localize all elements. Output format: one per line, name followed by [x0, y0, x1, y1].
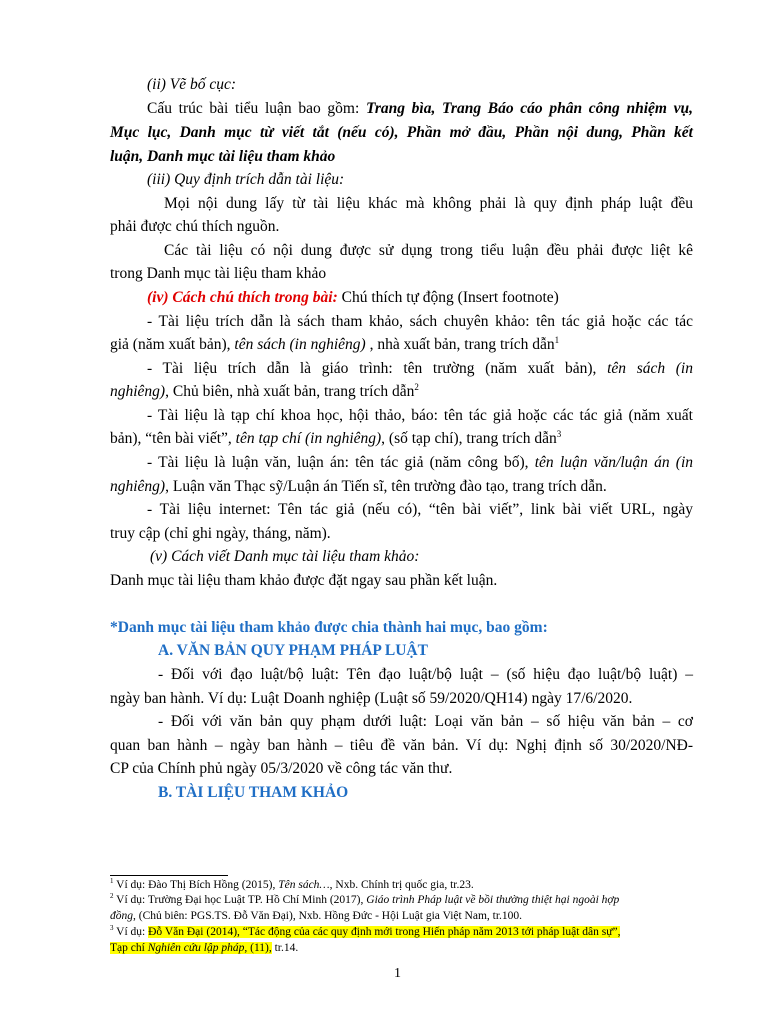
section-ii-line3: luận, Danh mục tài liệu tham khảo	[110, 148, 336, 165]
book-line1: - Tài liệu trích dẫn là sách tham khảo, sách chuyên khảo: tên tác giả hoặc các tác	[147, 313, 693, 330]
section-iv-heading: (iv) Cách chú thích trong bài:	[147, 289, 338, 306]
section-ii-heading: (ii) Vẽ bố cục:	[147, 76, 237, 93]
section-v-text: Danh mục tài liệu tham khảo được đặt ngay sau phần kết luận.	[110, 572, 498, 589]
section-iv-heading-line: (iv) Cách chú thích trong bài: Chú thích tự động (Insert footnote)	[147, 289, 559, 306]
book-line2: giả (năm xuất bản), tên sách (in nghiêng) , nhà xuất bản, trang trích dẫn$^1$	[110, 334, 560, 353]
textbook-line2: nghiêng), Chủ biên, nhà xuất bản, trang trích dẫn$^2$	[110, 381, 419, 400]
internet-line2: truy cập (chỉ ghi ngày, tháng, năm).	[110, 525, 331, 542]
footnote-ref-3: 3	[556, 428, 562, 439]
thesis-line2: nghiêng), Luận văn Thạc sỹ/Luận án Tiến sĩ, tên trường đào tạo, trang trích dẫn.	[110, 478, 607, 495]
section-iii-p2-line2: trong Danh mục tài liệu tham khảo	[110, 265, 327, 282]
thesis-line1: - Tài liệu là luận văn, luận án: tên tác giả (năm công bố), tên luận văn/luận án (in	[147, 454, 693, 471]
section-v-heading: (v) Cách viết Danh mục tài liệu tham khảo:	[150, 548, 420, 565]
journal-line1: - Tài liệu là tạp chí khoa học, hội thảo, báo: tên tác giả hoặc các tác giả (năm xuất	[147, 407, 693, 424]
textbook-line1: - Tài liệu trích dẫn là giáo trình: tên trường (năm xuất bản), tên sách (in	[147, 360, 693, 377]
section-a-p2-line2: quan ban hành – ngày ban hành – tiêu đề văn bản. Ví dụ: Nghị định số 30/2020/NĐ-	[110, 737, 693, 754]
footnote-separator	[110, 875, 228, 876]
internet-line1: - Tài liệu internet: Tên tác giả (nếu có), “tên bài viết”, link bài viết URL, ngày	[147, 501, 693, 518]
footnote-1: $^1$ Ví dụ: Đào Thị Bích Hồng (2015), Tên sách…, Nxb. Chính trị quốc gia, tr.23.	[110, 877, 474, 891]
section-a-p1-line2: ngày ban hành. Ví dụ: Luật Doanh nghiệp (Luật số 59/2020/QH14) ngày 17/6/2020.	[110, 690, 633, 707]
footnote-ref-1: 1	[554, 334, 560, 345]
footnote-2: $^2$ Ví dụ: Trường Đại học Luật TP. Hồ Chí Minh (2017), Giáo trình Pháp luật về bồi thường thiệt hại ngoài hợp	[110, 892, 620, 906]
section-iii-p1-line2: phải được chú thích nguồn.	[110, 218, 280, 235]
footnote-3-cont: Tạp chí Nghiên cứu lập pháp, (11), tr.14.	[110, 942, 299, 954]
journal-line2: bản), “tên bài viết”, tên tạp chí (in nghiêng), (số tạp chí), trang trích dẫn$^3$	[110, 428, 562, 447]
section-iii-p2-line1: Các tài liệu có nội dung được sử dụng trong tiểu luận đều phải được liệt kê	[164, 242, 693, 259]
page-number: 1	[394, 966, 401, 981]
references-heading: *Danh mục tài liệu tham khảo được chia thành hai mục, bao gồm:	[110, 619, 548, 636]
section-b-title: B. TÀI LIỆU THAM KHẢO	[158, 784, 349, 801]
section-ii-line1: Cấu trúc bài tiểu luận bao gồm: Trang bìa, Trang Báo cáo phân công nhiệm vụ,	[147, 100, 693, 117]
section-a-p2-line1: - Đối với văn bản quy phạm dưới luật: Loại văn bản – số hiệu văn bản – cơ	[158, 713, 693, 730]
section-iii-heading: (iii) Quy định trích dẫn tài liệu:	[147, 171, 345, 188]
section-a-p2-line3: CP của Chính phủ ngày 05/3/2020 về công tác văn thư.	[110, 760, 453, 777]
footnote-ref-2: 2	[414, 381, 419, 392]
section-ii-line2: Mục lục, Danh mục từ viết tắt (nếu có), Phần mở đầu, Phần nội dung, Phần kết	[110, 124, 693, 141]
section-a-title: A. VĂN BẢN QUY PHẠM PHÁP LUẬT	[158, 642, 428, 659]
footnote-3: $^3$ Ví dụ: Đỗ Văn Đại (2014), “Tác động của các quy định mới trong Hiến pháp năm 2013 tới pháp luật dân sự”,	[110, 924, 621, 938]
footnote-2-cont: đồng, (Chủ biên: PGS.TS. Đỗ Văn Đại), Nxb. Hồng Đức - Hội Luật gia Việt Nam, tr.100.	[110, 910, 523, 922]
section-iii-p1-line1: Mọi nội dung lấy từ tài liệu khác mà không phải là quy định pháp luật đều	[164, 195, 693, 212]
section-a-p1-line1: - Đối với đạo luật/bộ luật: Tên đạo luật/bộ luật – (số hiệu đạo luật/bộ luật) –	[158, 666, 693, 683]
